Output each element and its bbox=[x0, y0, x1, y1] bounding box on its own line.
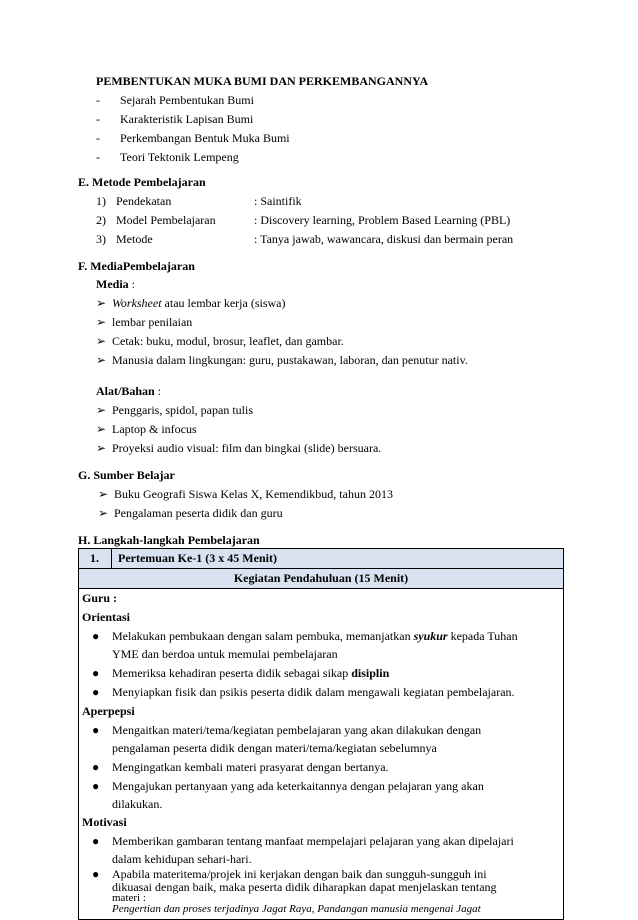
section-e-heading: E. Metode Pembelajaran bbox=[78, 175, 206, 189]
source-item: ➢ Pengalaman peserta didik dan guru bbox=[98, 506, 283, 520]
arrow-icon: ➢ bbox=[96, 403, 107, 417]
method-row: 3) Metode : Tanya jawab, wawancara, diskusi dan bermain peran bbox=[96, 232, 514, 246]
apersepsi-item: ● Mengingatkan kembali materi prasyarat dengan bertanya. bbox=[82, 760, 389, 775]
arrow-icon: ➢ bbox=[96, 441, 107, 455]
alat-label: Alat/Bahan : bbox=[96, 384, 162, 398]
motivasi-item: ● Memberikan gambaran tentang manfaat mempelajari pelajaran yang akan dipelajari bbox=[82, 834, 514, 849]
chapter-item: - Sejarah Pembentukan Bumi bbox=[96, 93, 254, 107]
arrow-icon: ➢ bbox=[96, 334, 107, 348]
apersepsi-item: ● Mengaitkan materi/tema/kegiatan pembelajaran yang akan dilakukan dengan bbox=[82, 723, 481, 738]
motivasi-item-cont: dikuasai dengan baik, maka peserta didik diharapkan dapat menjelaskan tentang bbox=[112, 880, 497, 894]
bullet-icon: ● bbox=[92, 685, 100, 699]
apersepsi-item: ● Mengajukan pertanyaan yang ada keterkaitannya dengan pelajaran yang akan bbox=[82, 779, 484, 794]
media-item: ➢ Worksheet atau lembar kerja (siswa) bbox=[96, 296, 286, 310]
alat-item: ➢ Laptop & infocus bbox=[96, 422, 197, 436]
orientasi-item-cont: YME dan berdoa untuk memulai pembelajaran bbox=[112, 647, 338, 661]
orientasi-label: Orientasi bbox=[82, 610, 130, 624]
bullet-icon: ● bbox=[92, 723, 100, 737]
arrow-icon: ➢ bbox=[96, 422, 107, 436]
orientasi-item: ● Menyiapkan fisik dan psikis peserta didik dalam mengawali kegiatan pembelajaran. bbox=[82, 685, 515, 700]
media-label: Media : bbox=[96, 277, 136, 291]
method-row: 2) Model Pembelajaran : Discovery learning, Problem Based Learning (PBL) bbox=[96, 213, 511, 227]
section-g-heading: G. Sumber Belajar bbox=[78, 468, 175, 482]
orientasi-item: ● Memeriksa kehadiran peserta didik sebagai sikap disiplin bbox=[82, 666, 389, 681]
media-item: ➢ Manusia dalam lingkungan: guru, pustakawan, laboran, dan penutur nativ. bbox=[96, 353, 468, 367]
arrow-icon: ➢ bbox=[96, 296, 107, 310]
chapter-item: - Teori Tektonik Lempeng bbox=[96, 150, 239, 164]
alat-item: ➢ Proyeksi audio visual: film dan bingkai (slide) bersuara. bbox=[96, 441, 382, 455]
meeting-title: Pertemuan Ke-1 (3 x 45 Menit) bbox=[118, 551, 277, 565]
arrow-icon: ➢ bbox=[96, 353, 107, 367]
motivasi-italic-line: Pengertian dan proses terjadinya Jagat Raya, Pandangan manusia mengenai Jagat bbox=[112, 903, 481, 915]
chapter-item: - Perkembangan Bentuk Muka Bumi bbox=[96, 131, 290, 145]
motivasi-item: ● Apabila materitema/projek ini kerjakan dengan baik dan sungguh-sungguh ini bbox=[82, 867, 487, 882]
guru-label: Guru : bbox=[82, 591, 118, 605]
arrow-icon: ➢ bbox=[98, 487, 109, 501]
orientasi-item: ● Melakukan pembukaan dengan salam pembuka, memanjatkan syukur kepada Tuhan bbox=[82, 629, 518, 644]
bullet-icon: ● bbox=[92, 834, 100, 848]
apersepsi-label: Aperpepsi bbox=[82, 704, 135, 718]
apersepsi-item-cont: dilakukan. bbox=[112, 797, 163, 811]
bullet-icon: ● bbox=[92, 760, 100, 774]
bullet-icon: ● bbox=[92, 867, 100, 881]
media-item: ➢ Cetak: buku, modul, brosur, leaflet, dan gambar. bbox=[96, 334, 344, 348]
activity-header: Kegiatan Pendahuluan (15 Menit) bbox=[233, 571, 409, 585]
chapter-title: PEMBENTUKAN MUKA BUMI DAN PERKEMBANGANNYA bbox=[96, 74, 429, 88]
apersepsi-item-cont: pengalaman peserta didik dengan materi/tema/kegiatan sebelumnya bbox=[112, 741, 437, 755]
section-f-heading: F. MediaPembelajaran bbox=[78, 259, 195, 273]
bullet-icon: ● bbox=[92, 666, 100, 680]
bullet-icon: ● bbox=[92, 779, 100, 793]
alat-item: ➢ Penggaris, spidol, papan tulis bbox=[96, 403, 253, 417]
section-h-heading: H. Langkah-langkah Pembelajaran bbox=[78, 533, 260, 547]
motivasi-item-cont: dalam kehidupan sehari-hari. bbox=[112, 852, 252, 866]
source-item: ➢ Buku Geografi Siswa Kelas X, Kemendikbud, tahun 2013 bbox=[98, 487, 393, 501]
motivasi-label: Motivasi bbox=[82, 815, 127, 829]
arrow-icon: ➢ bbox=[96, 315, 107, 329]
method-row: 1) Pendekatan : Saintifik bbox=[96, 194, 302, 208]
media-item: ➢ lembar penilaian bbox=[96, 315, 193, 329]
arrow-icon: ➢ bbox=[98, 506, 109, 520]
chapter-item: - Karakteristik Lapisan Bumi bbox=[96, 112, 254, 126]
motivasi-item-cont: materi : bbox=[112, 892, 146, 904]
bullet-icon: ● bbox=[92, 629, 100, 643]
meeting-number: 1. bbox=[90, 551, 99, 565]
